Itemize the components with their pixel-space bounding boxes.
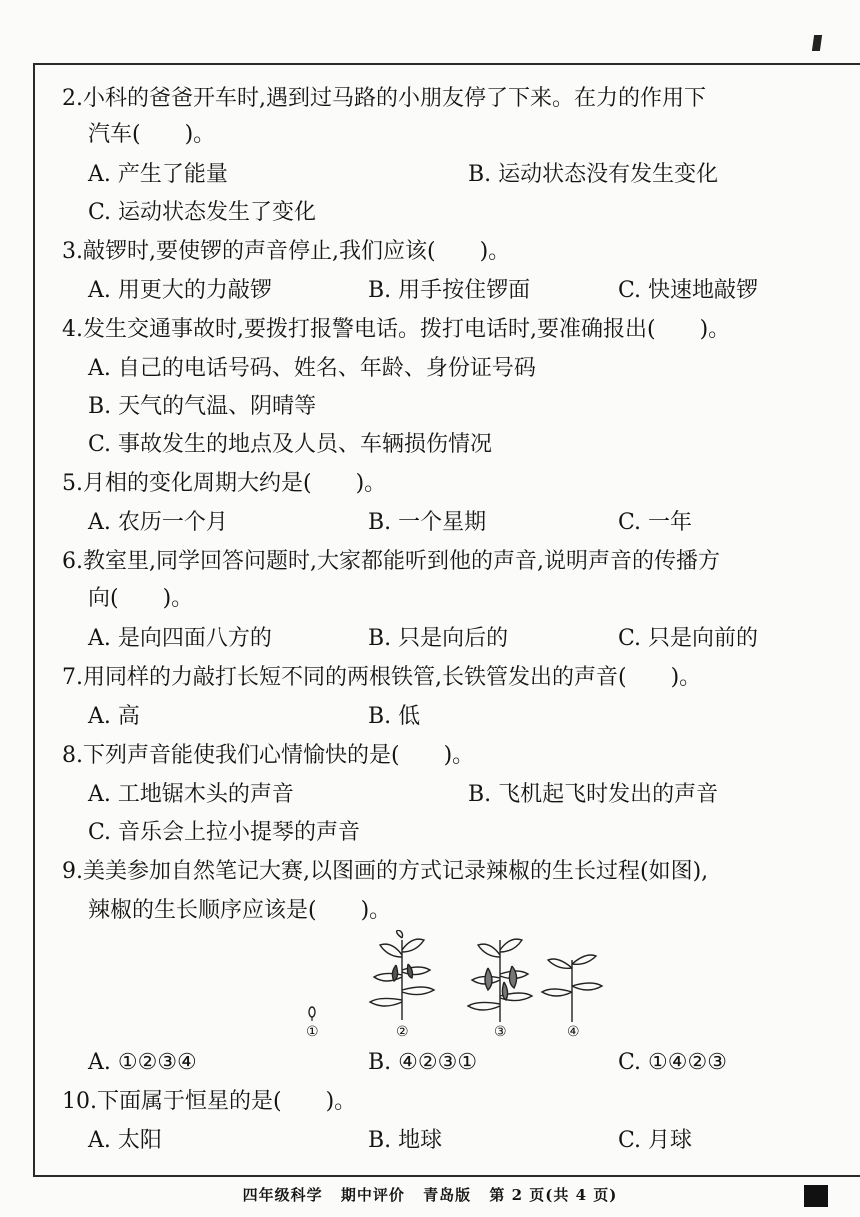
figure-label-2: ② [396, 1024, 409, 1040]
scan-mark [812, 35, 822, 51]
question-3-option-b[interactable]: B. 用手按住锣面 [368, 278, 531, 303]
question-8-option-c[interactable]: C. 音乐会上拉小提琴的声音 [88, 820, 361, 845]
question-2-stem-cont: 汽车( )。 [88, 122, 216, 147]
footer-edition: 青岛版 [423, 1186, 472, 1204]
question-6-option-b[interactable]: B. 只是向后的 [368, 626, 509, 651]
pepper-plant-stage-2 [370, 930, 434, 1020]
question-4-option-b[interactable]: B. 天气的气温、阴晴等 [88, 394, 317, 419]
question-3-option-a[interactable]: A. 用更大的力敲锣 [88, 278, 272, 303]
question-3-stem: 3.敲锣时,要使锣的声音停止,我们应该( )。 [62, 239, 511, 264]
question-3-option-c[interactable]: C. 快速地敲锣 [618, 278, 759, 303]
question-9-option-b[interactable]: B. ④②③① [368, 1050, 478, 1075]
question-2-stem: 2.小科的爸爸开车时,遇到过马路的小朋友停了下来。在力的作用下 [62, 86, 706, 111]
question-6-stem: 6.教室里,同学回答问题时,大家都能听到他的声音,说明声音的传播方 [62, 549, 720, 574]
figure-label-4: ④ [567, 1024, 580, 1040]
question-9-option-a[interactable]: A. ①②③④ [88, 1050, 197, 1075]
question-10-option-a[interactable]: A. 太阳 [88, 1128, 162, 1153]
pepper-seed-drawing [309, 1007, 315, 1021]
question-4-option-a[interactable]: A. 自己的电话号码、姓名、年龄、身份证号码 [88, 356, 536, 381]
question-4-stem: 4.发生交通事故时,要拨打报警电话。拨打电话时,要准确报出( )。 [62, 317, 731, 342]
question-6-option-c[interactable]: C. 只是向前的 [618, 626, 759, 651]
question-5-option-a[interactable]: A. 农历一个月 [88, 510, 228, 535]
footer-subject: 四年级科学 [242, 1186, 323, 1204]
question-7-option-b[interactable]: B. 低 [368, 704, 421, 729]
pepper-growth-figure [300, 930, 620, 1042]
question-5-option-c[interactable]: C. 一年 [618, 510, 693, 535]
question-8-stem: 8.下列声音能使我们心情愉快的是( )。 [62, 743, 475, 768]
question-8-option-b[interactable]: B. 飞机起飞时发出的声音 [468, 782, 719, 807]
footer-page-number: 第 2 页(共 4 页) [489, 1186, 618, 1204]
page-footer [0, 1184, 860, 1205]
question-9-stem: 9.美美参加自然笔记大赛,以图画的方式记录辣椒的生长过程(如图), [62, 859, 709, 884]
question-9-stem-cont: 辣椒的生长顺序应该是( )。 [88, 898, 392, 923]
question-6-option-a[interactable]: A. 是向四面八方的 [88, 626, 272, 651]
question-4-option-c[interactable]: C. 事故发生的地点及人员、车辆损伤情况 [88, 432, 493, 457]
question-10-option-b[interactable]: B. 地球 [368, 1128, 443, 1153]
pepper-plant-stage-3 [468, 939, 532, 1022]
question-2-option-c[interactable]: C. 运动状态发生了变化 [88, 200, 317, 225]
footer-exam: 期中评价 [340, 1186, 405, 1204]
pepper-plant-stage-4 [542, 955, 602, 1022]
question-2-option-a[interactable]: A. 产生了能量 [88, 162, 228, 187]
question-5-option-b[interactable]: B. 一个星期 [368, 510, 487, 535]
question-6-stem-cont: 向( )。 [88, 586, 194, 611]
question-9-option-c[interactable]: C. ①④②③ [618, 1050, 727, 1075]
question-2-option-b[interactable]: B. 运动状态没有发生变化 [468, 162, 719, 187]
question-10-stem: 10.下面属于恒星的是( )。 [62, 1089, 357, 1114]
scan-mark-bottom [804, 1185, 828, 1207]
question-8-option-a[interactable]: A. 工地锯木头的声音 [88, 782, 294, 807]
figure-label-1: ① [306, 1024, 319, 1040]
question-10-option-c[interactable]: C. 月球 [618, 1128, 693, 1153]
question-5-stem: 5.月相的变化周期大约是( )。 [62, 471, 387, 496]
figure-label-3: ③ [494, 1024, 507, 1040]
question-7-stem: 7.用同样的力敲打长短不同的两根铁管,长铁管发出的声音( )。 [62, 665, 702, 690]
question-7-option-a[interactable]: A. 高 [88, 704, 140, 729]
